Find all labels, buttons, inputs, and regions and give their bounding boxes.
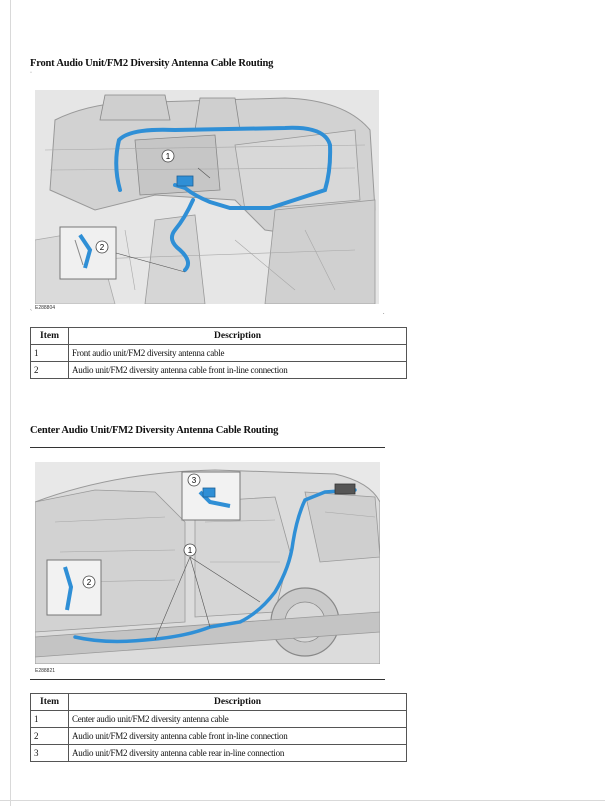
item-number: 1 <box>31 711 69 728</box>
item-number: 2 <box>31 728 69 745</box>
table-row <box>31 345 407 362</box>
section-title-front: Front Audio Unit/FM2 Diversity Antenna Cable Routing <box>30 58 274 69</box>
item-description: Center audio unit/FM2 diversity antenna cable <box>69 711 407 728</box>
callout-1-label: 1 <box>165 152 171 161</box>
mark: · <box>30 70 32 76</box>
item-number: 3 <box>31 745 69 762</box>
page-edge <box>10 0 11 806</box>
figure-reference: E288804 <box>35 305 56 311</box>
front-routing-figure <box>35 90 379 304</box>
mark: ` <box>30 310 32 316</box>
column-header-description: Description <box>69 694 407 711</box>
table-header-row <box>31 694 407 711</box>
page-edge <box>0 800 605 801</box>
column-header-description: Description <box>69 328 407 345</box>
table-row <box>31 728 407 745</box>
column-header-item: Item <box>31 328 69 345</box>
front-routing-illustration <box>35 90 379 304</box>
item-description: Front audio unit/FM2 diversity antenna cable <box>69 345 407 362</box>
callout-3-label: 3 <box>191 476 197 485</box>
table-row <box>31 362 407 379</box>
center-items-table <box>30 693 407 762</box>
item-description: Audio unit/FM2 diversity antenna cable front in-line connection <box>69 728 407 745</box>
item-description: Audio unit/FM2 diversity antenna cable front in-line connection <box>69 362 407 379</box>
callout-2-label: 2 <box>99 243 105 252</box>
table-row <box>31 711 407 728</box>
section-rule <box>30 447 385 448</box>
callout-2-label: 2 <box>86 578 92 587</box>
table-row <box>31 745 407 762</box>
item-description: Audio unit/FM2 diversity antenna cable rear in-line connection <box>69 745 407 762</box>
center-routing-illustration <box>35 462 380 664</box>
figure-reference: E288821 <box>35 668 56 674</box>
callout-1-label: 1 <box>187 546 193 555</box>
section-title-center: Center Audio Unit/FM2 Diversity Antenna Cable Routing <box>30 425 279 436</box>
column-header-item: Item <box>31 694 69 711</box>
section-rule <box>30 679 385 680</box>
mark: . <box>383 310 385 316</box>
table-header-row <box>31 328 407 345</box>
detail-inset <box>47 560 101 615</box>
item-number: 1 <box>31 345 69 362</box>
item-number: 2 <box>31 362 69 379</box>
front-items-table <box>30 327 407 379</box>
center-routing-figure <box>35 462 380 664</box>
